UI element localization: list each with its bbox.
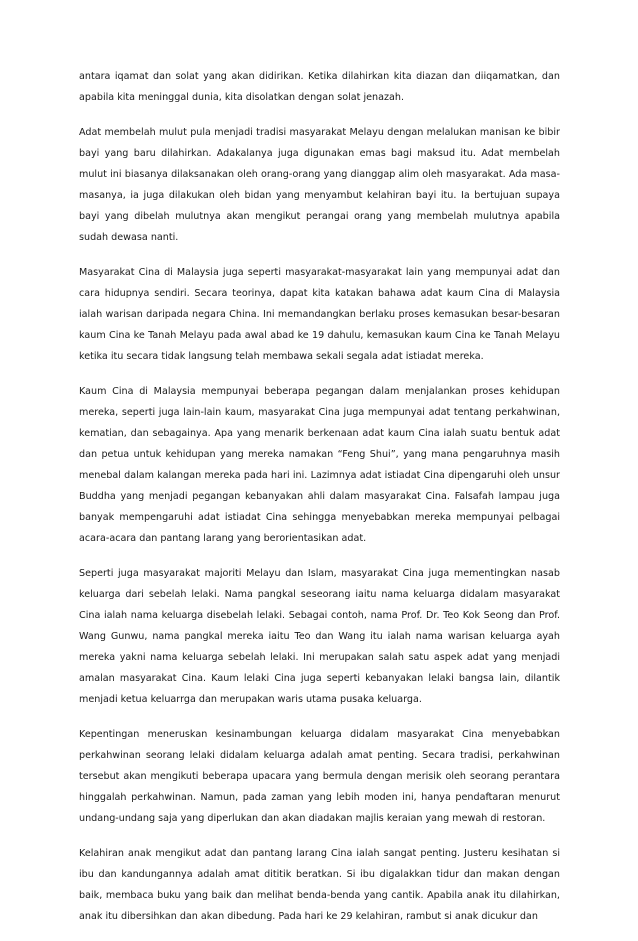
paragraph-3: Masyarakat Cina di Malaysia juga seperti masyarakat-masyarakat lain yang mempunyai adat dan cara hidupnya sendiri. Secara teorinya, dapat kita katakan bahawa adat kaum Cina di Malaysia ialah warisan daripada negara China. Ini memandangkan berlaku proses kemasukan besar-besaran kaum Cina ke Tanah Melayu pada awal abad ke 19 dahulu, kemasukan kaum Cina ke Tanah Melayu ketika itu secara tidak langsung telah membawa sekali segala adat istiadat mereka. (79, 267, 560, 362)
document-body (79, 66, 560, 941)
paragraph-6: Kepentingan meneruskan kesinambungan keluarga didalam masyarakat Cina menyebabkan perkahwinan seorang lelaki didalam keluarga adalah amat penting. Secara tradisi, perkahwinan tersebut akan mengikuti beberapa upacara yang bermula dengan merisik oleh seorang perantara hinggalah perkahwinan. Namun, pada zaman yang lebih moden ini, hanya pendaftaran menurut undang-undang saja yang diperlukan dan akan diadakan majlis keraian yang mewah di restoran. (79, 729, 560, 824)
paragraph-5: Seperti juga masyarakat majoriti Melayu dan Islam, masyarakat Cina juga mementingkan nasab keluarga dari sebelah lelaki. Nama pangkal seseorang iaitu nama keluarga didalam masyarakat Cina ialah nama keluarga disebelah lelaki. Sebagai contoh, nama Prof. Dr. Teo Kok Seong dan Prof. Wang Gunwu, nama pangkal mereka iaitu Teo dan Wang itu ialah nama warisan keluarga ayah mereka yakni nama keluarga sebelah lelaki. Ini merupakan salah satu aspek adat yang menjadi amalan masyarakat Cina. Kaum lelaki Cina juga seperti kebanyakan lelaki bangsa lain, dilantik menjadi ketua keluarrga dan merupakan waris utama pusaka keluarga. (79, 568, 560, 705)
paragraph-2: Adat membelah mulut pula menjadi tradisi masyarakat Melayu dengan melalukan manisan ke bibir bayi yang baru dilahirkan. Adakalanya juga digunakan emas bagi maksud itu. Adat membelah mulut ini biasanya dilaksanakan oleh orang-orang yang dianggap alim oleh masyarakat. Ada masa-masanya, ia juga dilakukan oleh bidan yang menyambut kelahiran bayi itu. Ia bertujuan supaya bayi yang dibelah mulutnya akan mengikut perangai orang yang membelah mulutnya apabila sudah dewasa nanti. (79, 127, 560, 243)
paragraph-7: Kelahiran anak mengikut adat dan pantang larang Cina ialah sangat penting. Justeru kesihatan si ibu dan kandungannya adalah amat dititik beratkan. Si ibu digalakkan tidur dan makan dengan baik, membaca buku yang baik dan melihat benda-benda yang cantik. Apabila anak itu dilahirkan, anak itu dibersihkan dan akan dibedung. Pada hari ke 29 kelahiran, rambut si anak dicukur dan (79, 848, 560, 922)
paragraph-4: Kaum Cina di Malaysia mempunyai beberapa pegangan dalam menjalankan proses kehidupan mereka, seperti juga lain-lain kaum, masyarakat Cina juga mempunyai adat tentang perkahwinan, kematian, dan sebagainya. Apa yang menarik berkenaan adat kaum Cina ialah suatu bentuk adat dan petua untuk kehidupan yang mereka namakan “Feng Shui”, yang mana pengaruhnya masih menebal dalam kalangan mereka pada hari ini. Lazimnya adat istiadat Cina dipengaruhi oleh unsur Buddha yang menjadi pegangan kebanyakan ahli dalam masyarakat Cina. Falsafah lampau juga banyak mempengaruhi adat istiadat Cina sehingga menyebabkan mereka mempunyai pelbagai acara-acara dan pantang larang yang berorientasikan adat. (79, 386, 560, 544)
paragraph-1: antara iqamat dan solat yang akan didirikan. Ketika dilahirkan kita diazan dan diiqamatkan, dan apabila kita meninggal dunia, kita disolatkan dengan solat jenazah. (79, 71, 560, 103)
